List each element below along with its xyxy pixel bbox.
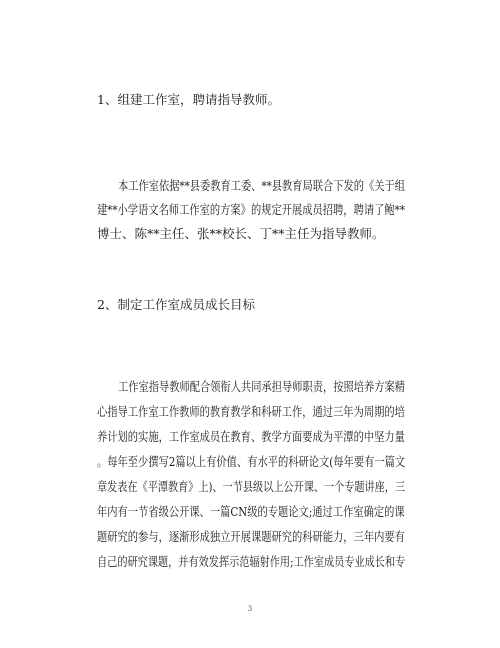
paragraph-line: 博士、陈**主任、张**校长、丁**主任为指导教师。: [97, 226, 385, 241]
paragraph-line: 。每年至少撰写2篇以上有价值、有水平的科研论文(每年要有一篇文: [97, 454, 406, 469]
paragraph-line: 章发表在《平潭教育》上)、一节县级以上公开课、一个专题讲座，三: [97, 479, 406, 494]
page-number: 3: [247, 605, 253, 613]
paragraph-line: 养计划的实施，工作室成员在教育、教学方面要成为平潭的中坚力量: [97, 429, 405, 444]
paragraph-line: 题研究的参与，逐渐形成独立开展课题研究的科研能力，三年内要有: [97, 529, 405, 544]
paragraph-line: 建**小学语文名师工作室的方案》的规定开展成员招聘，聘请了鲍**: [97, 202, 405, 217]
paragraph-line: 自己的研究课题，并有效发挥示范辐射作用;工作室成员专业成长和专: [97, 554, 406, 569]
paragraph-line: 年内有一节省级公开课、一篇CN级的专题论文;通过工作室确定的课: [97, 504, 405, 519]
section-2-heading: 2、制定工作室成员成长目标: [97, 297, 255, 312]
section-1-heading: 1、组建工作室，聘请指导教师。: [97, 92, 280, 107]
paragraph-line: 本工作室依据**县委教育工委、**县教育局联合下发的《关于组: [118, 178, 406, 193]
paragraph-line: 工作室指导教师配合领衔人共同承担导师职责，按照培养方案精: [118, 379, 406, 394]
paragraph-line: 心指导工作室工作教师的教育教学和科研工作，通过三年为周期的培: [97, 404, 405, 419]
